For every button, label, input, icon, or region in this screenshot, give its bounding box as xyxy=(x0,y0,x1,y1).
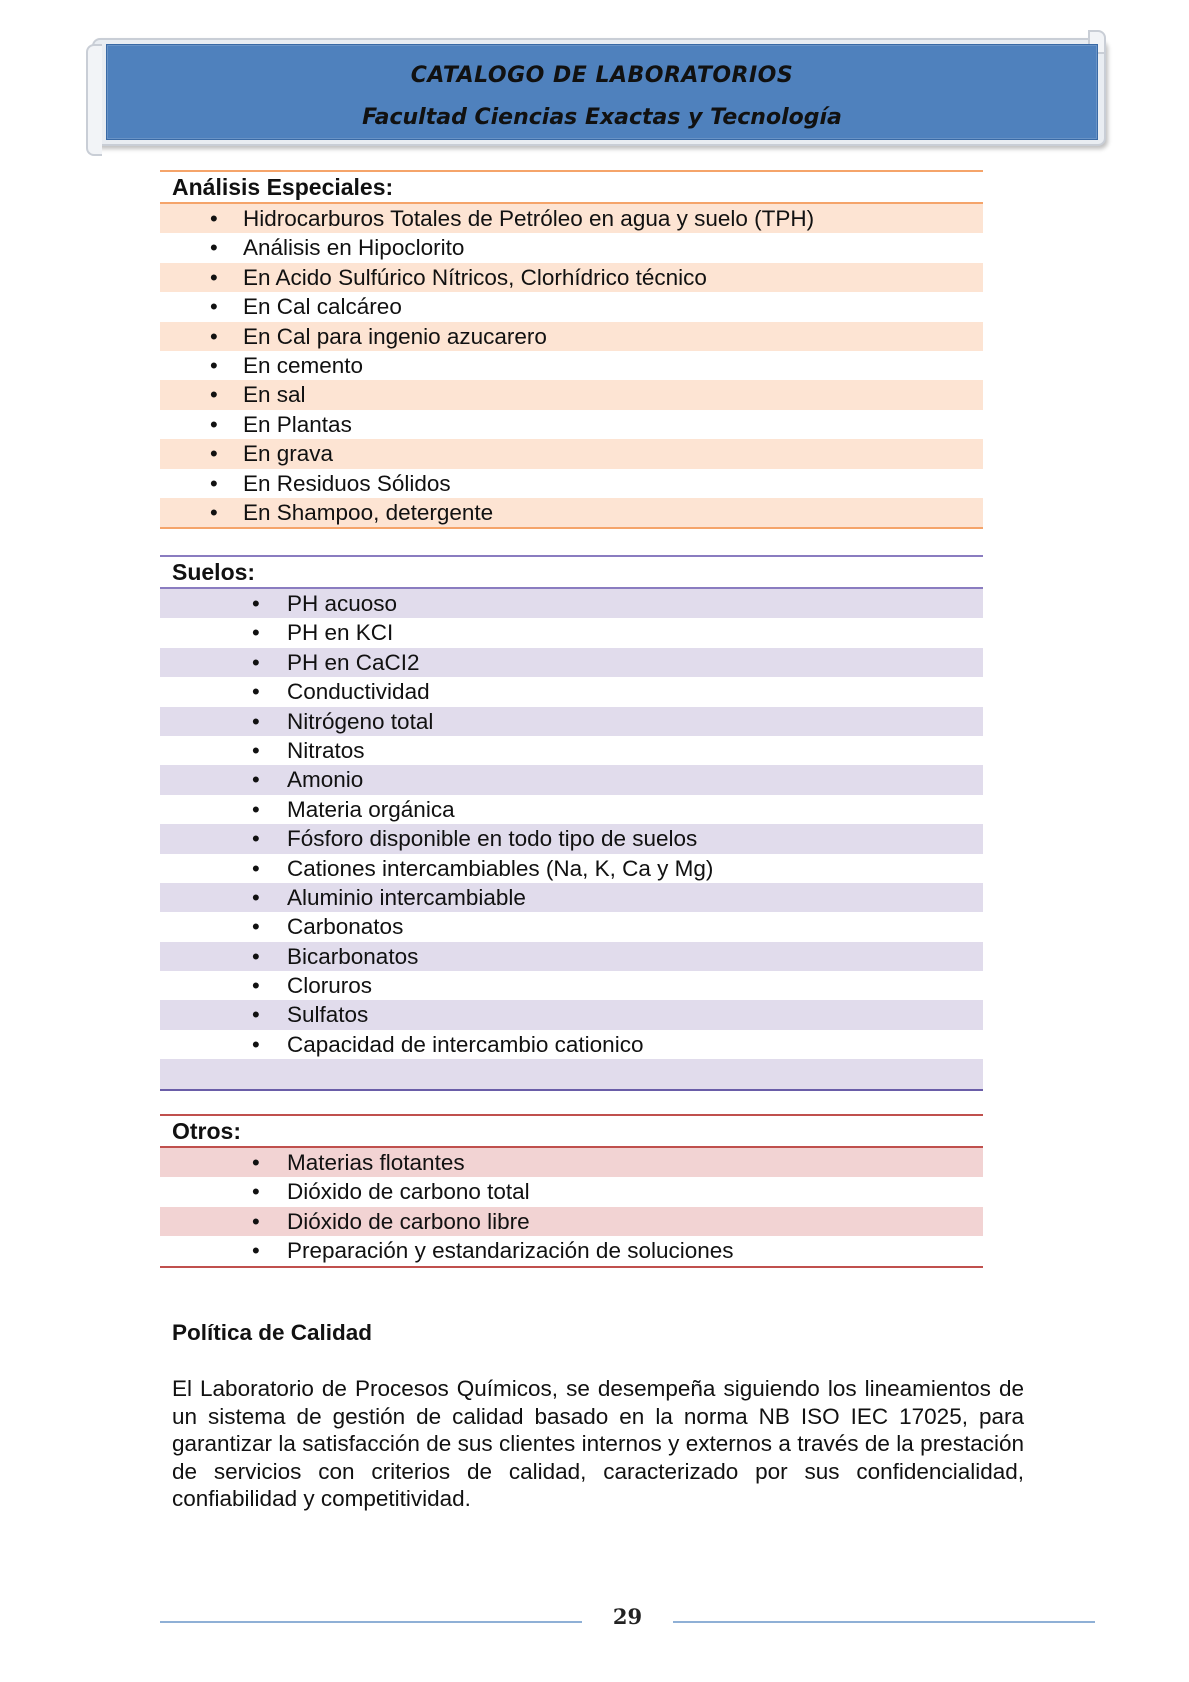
list-item xyxy=(160,1148,983,1177)
bullet-icon: • xyxy=(252,649,260,675)
empty-band-row xyxy=(160,1059,983,1088)
list-item-label: Amonio xyxy=(287,767,364,793)
list-item-label: PH en CaCI2 xyxy=(287,649,420,675)
bullet-icon: • xyxy=(252,826,260,852)
bullet-icon: • xyxy=(252,1238,260,1264)
banner-body xyxy=(106,44,1098,140)
footer-rule-left xyxy=(160,1621,582,1623)
list-item-label: Carbonatos xyxy=(287,914,404,940)
list-item-label: En Cal calcáreo xyxy=(243,294,402,320)
bullet-icon: • xyxy=(252,943,260,969)
list-item xyxy=(160,1030,983,1059)
list-item-label: Cloruros xyxy=(287,973,373,999)
list-item xyxy=(160,263,983,292)
bullet-icon: • xyxy=(210,294,218,320)
list-item-label: En Shampoo, detergente xyxy=(243,499,494,525)
list-item-label: PH en KCI xyxy=(287,620,394,646)
list-item xyxy=(160,589,983,618)
list-item xyxy=(160,439,983,468)
list-item xyxy=(160,498,983,527)
list-item-label: Nitratos xyxy=(287,737,365,763)
list-item xyxy=(160,292,983,321)
list-item-label: Análisis en Hipoclorito xyxy=(243,235,465,261)
list-item xyxy=(160,322,983,351)
bullet-icon: • xyxy=(252,1002,260,1028)
bullet-icon: • xyxy=(252,973,260,999)
bullet-icon: • xyxy=(252,1150,260,1175)
bullet-icon: • xyxy=(210,352,218,378)
list-item-label: En Cal para ingenio azucarero xyxy=(243,323,547,349)
bullet-icon: • xyxy=(210,470,218,496)
bullet-icon: • xyxy=(252,1179,260,1205)
list-item xyxy=(160,942,983,971)
list-item-label: En sal xyxy=(243,382,306,408)
bullet-icon: • xyxy=(252,1031,260,1057)
list-item-label: Dióxido de carbono libre xyxy=(287,1208,530,1234)
list-item-label: PH acuoso xyxy=(287,591,398,616)
bullet-icon: • xyxy=(252,591,260,616)
list-item-label: En cemento xyxy=(243,352,364,378)
list-item xyxy=(160,204,983,233)
list-item-label: Materias flotantes xyxy=(287,1150,465,1175)
page-number: 29 xyxy=(612,1604,643,1629)
section-otros xyxy=(160,1114,983,1268)
list-item-label: Nitrógeno total xyxy=(287,708,434,734)
list-item xyxy=(160,469,983,498)
list-item xyxy=(160,707,983,736)
section-analisis-especiales xyxy=(160,170,983,529)
list-item xyxy=(160,1236,983,1265)
list-item-label: Capacidad de intercambio cationico xyxy=(287,1031,644,1057)
banner-scroll-curl-left xyxy=(86,44,102,156)
bullet-icon: • xyxy=(210,411,218,437)
bullet-icon: • xyxy=(252,767,260,793)
list-item-label: En Plantas xyxy=(243,411,352,437)
list-item-label: En Acido Sulfúrico Nítricos, Clorhídrico técnico xyxy=(243,264,707,290)
bullet-icon: • xyxy=(252,914,260,940)
header-banner xyxy=(86,30,1106,150)
list-item xyxy=(160,233,983,262)
list-item xyxy=(160,1000,983,1029)
bullet-icon: • xyxy=(252,855,260,881)
bullet-icon: • xyxy=(210,264,218,290)
list-item-label: Cationes intercambiables (Na, K, Ca y Mg) xyxy=(287,855,714,881)
list-item xyxy=(160,351,983,380)
catalog-title: CATALOGO DE LABORATORIOS xyxy=(410,63,794,88)
section-heading: Análisis Especiales: xyxy=(160,172,983,204)
bullet-icon: • xyxy=(252,620,260,646)
list-item xyxy=(160,971,983,1000)
policy-title: Política de Calidad xyxy=(172,1320,373,1345)
section-suelos xyxy=(160,555,983,1091)
list-item xyxy=(160,410,983,439)
section-heading: Otros: xyxy=(160,1116,983,1148)
list-item-label: Dióxido de carbono total xyxy=(287,1179,530,1205)
bullet-icon: • xyxy=(210,441,218,467)
bullet-icon: • xyxy=(252,679,260,705)
list-item xyxy=(160,824,983,853)
policy-paragraph: El Laboratorio de Procesos Químicos, se desempeña siguiendo los lineamientos de un sistema de gestión de calidad basado en la norma NB ISO IEC 17025, para garantizar la satisfacción de sus clientes internos y externos a través de la prestación de servicios con criterios de calidad, caracterizado por sus confidencialidad, confiabilidad y competitividad. xyxy=(172,1376,1024,1511)
list-item xyxy=(160,765,983,794)
list-item xyxy=(160,912,983,941)
list-item-label: Hidrocarburos Totales de Petróleo en agua y suelo (TPH) xyxy=(243,206,815,231)
bullet-icon: • xyxy=(210,323,218,349)
list-item xyxy=(160,795,983,824)
list-item-label: En grava xyxy=(243,441,334,467)
list-item-label: Bicarbonatos xyxy=(287,943,419,969)
list-item-label: Materia orgánica xyxy=(287,796,455,822)
list-item xyxy=(160,1207,983,1236)
bullet-icon: • xyxy=(252,884,260,910)
list-item xyxy=(160,380,983,409)
bullet-icon: • xyxy=(210,499,218,525)
list-item xyxy=(160,883,983,912)
list-item-label: Sulfatos xyxy=(287,1002,369,1028)
list-item-label: Fósforo disponible en todo tipo de suelos xyxy=(287,826,698,852)
list-item xyxy=(160,648,983,677)
faculty-subtitle: Facultad Ciencias Exactas y Tecnología xyxy=(362,105,842,130)
list-item xyxy=(160,736,983,765)
list-item xyxy=(160,677,983,706)
list-item-label: En Residuos Sólidos xyxy=(243,470,451,496)
bullet-icon: • xyxy=(252,1208,260,1234)
bullet-icon: • xyxy=(252,708,260,734)
list-item xyxy=(160,1177,983,1206)
bullet-icon: • xyxy=(252,796,260,822)
section-heading: Suelos: xyxy=(160,557,983,589)
bullet-icon: • xyxy=(210,382,218,408)
list-item-label: Aluminio intercambiable xyxy=(287,884,526,910)
bullet-icon: • xyxy=(252,737,260,763)
list-item-label: Preparación y estandarización de soluciones xyxy=(287,1238,734,1264)
list-item xyxy=(160,854,983,883)
bullet-icon: • xyxy=(210,235,218,261)
list-item xyxy=(160,618,983,647)
bullet-icon: • xyxy=(210,206,218,231)
list-item-label: Conductividad xyxy=(287,679,430,705)
footer-rule-right xyxy=(673,1621,1095,1623)
